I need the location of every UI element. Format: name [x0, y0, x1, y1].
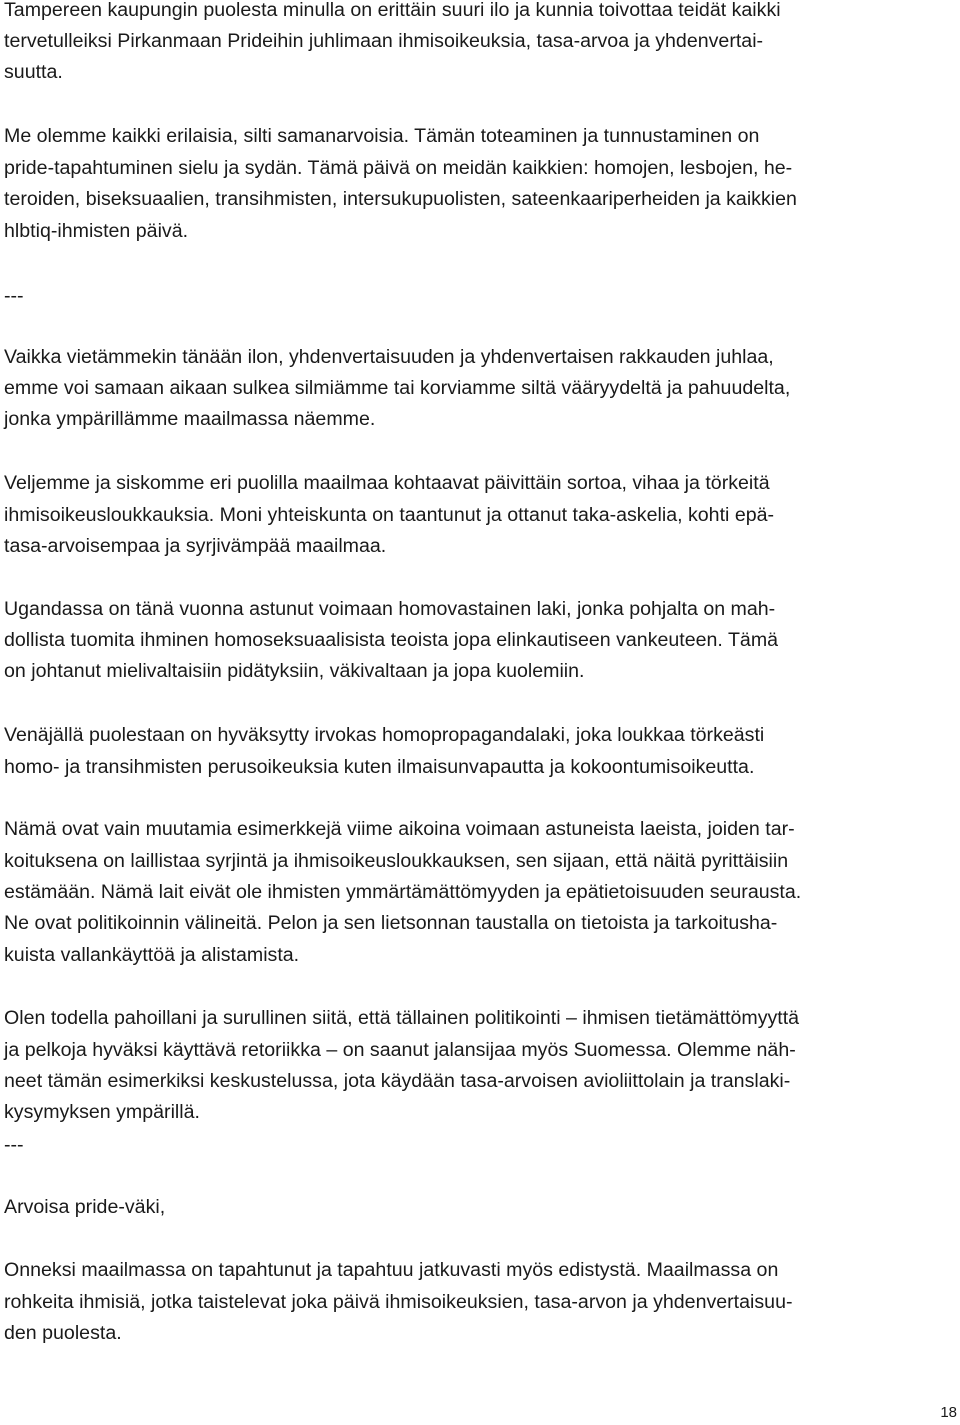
text-line: Tampereen kaupungin puolesta minulla on erittäin suuri ilo ja kunnia toivottaa teidät kaikki: [4, 0, 781, 21]
text-line: estämään. Nämä lait eivät ole ihmisten ymmärtämättömyyden ja epätietoisuuden seurausta.: [4, 881, 802, 903]
text-line: tervetulleiksi Pirkanmaan Prideihin juhlimaan ihmisoikeuksia, tasa-arvoa ja yhdenvertai-: [4, 30, 764, 52]
text-line: kysymyksen ympärillä.: [4, 1101, 200, 1123]
text-line: Ne ovat politikoinnin välineitä. Pelon ja sen lietsonnan taustalla on tietoista ja tarkoitusha-: [4, 912, 778, 934]
text-line: rohkeita ihmisiä, jotka taistelevat joka päivä ihmisoikeuksien, tasa-arvon ja yhdenvertaisuu-: [4, 1291, 793, 1313]
text-line: ja pelkoja hyväksi käyttävä retoriikka – on saanut jalansijaa myös Suomessa. Olemme näh-: [4, 1039, 796, 1061]
text-line: Olen todella pahoillani ja surullinen siitä, että tällainen politikointi – ihmisen tietämättömyyttä: [4, 1007, 800, 1029]
page-number: 18: [940, 1404, 957, 1421]
text-line: den puolesta.: [4, 1322, 122, 1344]
text-line: Veljemme ja siskomme eri puolilla maailmaa kohtaavat päivittäin sortoa, vihaa ja törkeitä: [4, 472, 770, 494]
text-line: koituksena on laillistaa syrjintä ja ihmisoikeusloukkauksen, sen sijaan, että näitä pyrittäisiin: [4, 850, 789, 872]
text-line: on johtanut mielivaltaisiin pidätyksiin, väkivaltaan ja jopa kuolemiin.: [4, 660, 585, 682]
text-line: tasa-arvoisempaa ja syrjivämpää maailmaa.: [4, 535, 387, 557]
text-line: Ugandassa on tänä vuonna astunut voimaan homovastainen laki, jonka pohjalta on mah-: [4, 598, 776, 620]
text-line: ihmisoikeusloukkauksia. Moni yhteiskunta on taantunut ja ottanut taka-askelia, kohti epä-: [4, 504, 775, 526]
section-separator: ---: [4, 285, 24, 307]
text-line: suutta.: [4, 61, 63, 83]
text-line: Nämä ovat vain muutamia esimerkkejä viime aikoina voimaan astuneista laeista, joiden tar-: [4, 818, 795, 840]
text-line: hlbtiq-ihmisten päivä.: [4, 220, 189, 242]
text-line: homo- ja transihmisten perusoikeuksia kuten ilmaisunvapautta ja kokoontumisoikeutta.: [4, 756, 755, 778]
text-line: pride-tapahtuminen sielu ja sydän. Tämä päivä on meidän kaikkien: homojen, lesbojen, he-: [4, 157, 793, 179]
text-line: emme voi samaan aikaan sulkea silmiämme tai korviamme siltä vääryydeltä ja pahuudelta,: [4, 377, 791, 399]
text-line: Venäjällä puolestaan on hyväksytty irvokas homopropagandalaki, joka loukkaa törkeästi: [4, 724, 765, 746]
text-line: Onneksi maailmassa on tapahtunut ja tapahtuu jatkuvasti myös edistystä. Maailmassa on: [4, 1259, 779, 1281]
text-line: Vaikka vietämmekin tänään ilon, yhdenvertaisuuden ja yhdenvertaisen rakkauden juhlaa,: [4, 346, 774, 368]
text-line: jonka ympärillämme maailmassa näemme.: [4, 408, 376, 430]
section-separator: ---: [4, 1134, 24, 1156]
text-line: kuista vallankäyttöä ja alistamista.: [4, 944, 300, 966]
text-line: teroiden, biseksuaalien, transihmisten, intersukupuolisten, sateenkaariperheiden ja kaikkien: [4, 188, 797, 210]
text-line: dollista tuomita ihminen homoseksuaalisista teoista jopa elinkautiseen vankeuteen. Tämä: [4, 629, 779, 651]
text-line: neet tämän esimerkiksi keskustelussa, jota käydään tasa-arvoisen avioliittolain ja translaki-: [4, 1070, 791, 1092]
text-line: Me olemme kaikki erilaisia, silti samanarvoisia. Tämän toteaminen ja tunnustaminen on: [4, 125, 760, 147]
salutation: Arvoisa pride-väki,: [4, 1196, 166, 1218]
